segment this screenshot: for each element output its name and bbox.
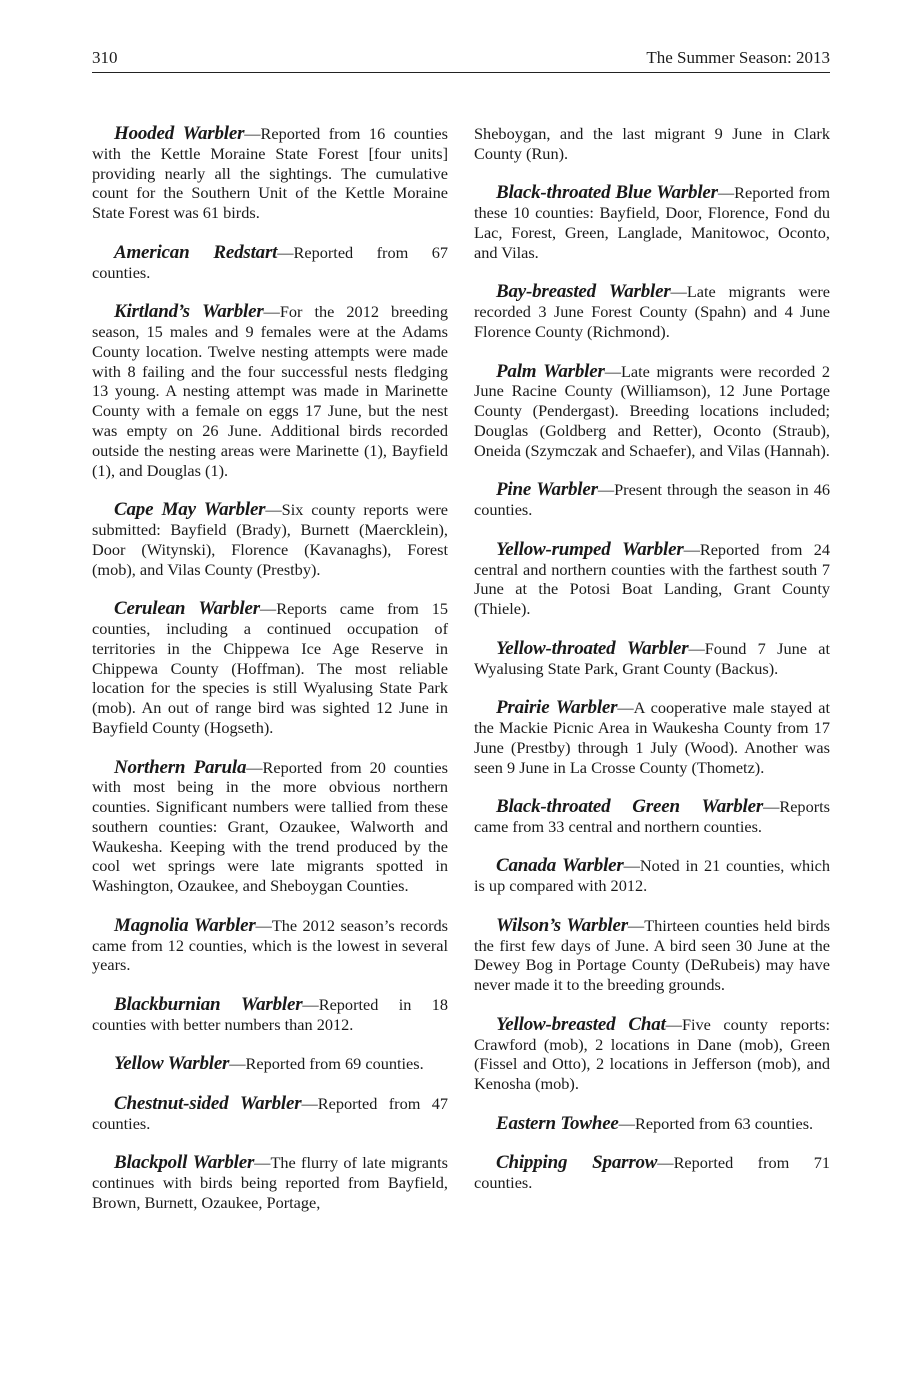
species-entry — [474, 282, 830, 341]
species-entry — [474, 1153, 830, 1193]
species-account: —Thirteen counties held birds the first few days of June. A bird seen 30 June at the Dewey Bog in Portage County (DeRubeis) may have never made it to the breeding grounds. — [474, 915, 830, 995]
species-account: —Reported from 47 counties. — [92, 1094, 449, 1133]
species-name: Yellow-rumped Warbler — [496, 538, 684, 560]
species-account: —Reported from 16 counties with the Kettle Moraine State Forest [four units] providing nearly all the sightings. The cumulative count for the Southern Unit of the Kettle Moraine State Forest was 61 birds. — [92, 124, 448, 223]
species-name: Hooded Warbler — [114, 123, 245, 144]
species-account: —Six county reports were submitted: Bayfield (Brady), Burnett (Maercklein), Door (Witynski), Florence (Kavanaghs), Forest (mob), and Vilas County (Prestby). — [92, 500, 448, 579]
species-entry — [92, 1153, 448, 1212]
species-account: —The flurry of late migrants continues with birds being reported from Bayfield, Brown, Burnett, Ozaukee, Portage, — [92, 1153, 449, 1213]
species-name: Bay-breasted Warbler — [496, 281, 671, 303]
species-entry — [92, 758, 448, 897]
species-account: —For the 2012 breeding season, 15 males and 9 females were at the Adams County location. Twelve nesting attempts were made with 8 failing and the four successful nests fledging 13 young. A nesting attempt was made in Marinette County with a female on eggs 17 June, but the nest was empty on 26 June. Additional birds recorded outside the nesting areas were Marinette (1), Bayfield (1), and Douglas (1). — [92, 302, 448, 480]
species-name: Blackpoll Warbler — [114, 1152, 255, 1174]
species-account: —Reported from 20 counties with most being in the more obvious northern counties. Significant numbers were tallied from these southern counties: Grant, Ozaukee, Walworth and Waukesha. Keeping with the trend produced by the cool wet springs were late migrants spotted in Washington, Ozaukee, and Sheboygan Counties. — [92, 757, 448, 896]
continued-paragraph: Sheboygan, and the last migrant 9 June in Clark County (Run). — [474, 124, 830, 163]
species-name: Blackburnian Warbler — [114, 994, 303, 1016]
species-account: —Reported from these 10 counties: Bayfield, Door, Florence, Fond du Lac, Forest, Green, Langlade, Manitowoc, Oconto, and Vilas. — [474, 183, 830, 262]
species-entry — [474, 916, 830, 995]
species-entry — [92, 1054, 448, 1074]
species-name: Northern Parula — [114, 756, 247, 778]
species-account: —Reported from 67 counties. — [92, 242, 449, 282]
species-entry — [474, 1114, 830, 1134]
species-account: —Reported from 63 counties. — [618, 1113, 814, 1133]
right-column — [474, 124, 830, 1213]
species-account: —Reported from 71 counties. — [474, 1153, 830, 1193]
species-entry — [92, 243, 448, 283]
species-name: Wilson’s Warbler — [496, 914, 628, 936]
species-name: Palm Warbler — [496, 360, 605, 382]
species-account: —Noted in 21 counties, which is up compared with 2012. — [474, 856, 830, 896]
species-name: Pine Warbler — [496, 479, 598, 501]
species-name: Magnolia Warbler — [114, 914, 256, 936]
species-name: Kirtland’s Warbler — [114, 301, 264, 323]
species-account: —Reports came from 15 counties, including a continued occupation of territories in the Chippewa Ice Age Reserve in Chippewa County (Hoffman). The most reliable location for the species is still Wyalusing State Park (mob). An out of range bird was sighted 12 June in Bayfield County (Hogseth). — [92, 599, 448, 737]
species-name: Canada Warbler — [496, 855, 624, 877]
species-account: —The 2012 season’s records came from 12 counties, which is the lowest in several years. — [92, 915, 449, 975]
running-title: The Summer Season: 2013 — [646, 48, 830, 67]
species-entry — [474, 639, 830, 679]
species-entry — [92, 500, 448, 579]
species-name: Yellow-throated Warbler — [496, 637, 689, 659]
species-entry — [474, 856, 830, 896]
species-name: Eastern Towhee — [496, 1112, 619, 1134]
species-entry — [474, 362, 830, 461]
species-entry — [474, 1015, 830, 1094]
species-entry — [92, 302, 448, 480]
header-rule — [92, 72, 830, 73]
species-name: Prairie Warbler — [496, 697, 618, 719]
species-name: Black-throated Green Warbler — [496, 796, 764, 818]
species-account: —Reports came from 33 central and northern counties. — [474, 797, 830, 836]
running-header — [92, 48, 830, 68]
species-account: —Late migrants were recorded 3 June Forest County (Spahn) and 4 June Florence County (Richmond). — [474, 282, 831, 341]
species-name: American Redstart — [114, 241, 278, 263]
species-account: —Reported from 69 counties. — [229, 1054, 424, 1074]
species-entry — [474, 183, 830, 262]
species-account: —Reported in 18 counties with better numbers than 2012. — [92, 995, 448, 1034]
species-entry — [92, 599, 448, 738]
species-entry — [92, 1094, 448, 1134]
species-account: —A cooperative male stayed at the Mackie Picnic Area in Waukesha County from 17 June (Prestby) through 1 July (Wood). Another was seen 9 June in La Crosse County (Thometz). — [474, 698, 831, 777]
species-account: —Late migrants were recorded 2 June Racine County (Williamson), 12 June Portage County (Pendergast). Breeding locations included; Douglas (Goldberg and Retter), Oconto (Straub), Oneida (Szymczak and Schaefer), and Vilas (Hannah). — [474, 361, 830, 460]
species-name: Cape May Warbler — [114, 499, 266, 521]
species-entry — [92, 995, 448, 1035]
species-entry — [92, 124, 448, 223]
species-entry — [92, 916, 448, 975]
species-name: Black-throated Blue Warbler — [496, 182, 718, 204]
species-entry — [474, 698, 830, 777]
page-number: 310 — [92, 48, 118, 67]
species-name: Chipping Sparrow — [496, 1152, 658, 1174]
species-account: —Five county reports: Crawford (mob), 2 locations in Dane (mob), Green (Fissel and Otto), 2 locations in Jefferson (mob), and Kenosha (mob). — [474, 1014, 830, 1094]
species-entry — [474, 540, 830, 619]
left-column — [92, 124, 448, 1233]
species-name: Chestnut-sided Warbler — [114, 1093, 302, 1115]
species-name: Cerulean Warbler — [114, 598, 260, 620]
species-account: —Found 7 June at Wyalusing State Park, Grant County (Backus). — [474, 638, 831, 678]
species-account: —Present through the season in 46 counties. — [474, 480, 830, 520]
species-entry — [474, 797, 830, 837]
species-name: Yellow Warbler — [114, 1053, 230, 1075]
species-account: —Reported from 24 central and northern counties with the farthest south 7 June at the Potosi Boat Landing, Grant County (Thiele). — [474, 539, 830, 619]
species-name: Yellow-breasted Chat — [496, 1013, 666, 1035]
species-entry — [474, 480, 830, 520]
